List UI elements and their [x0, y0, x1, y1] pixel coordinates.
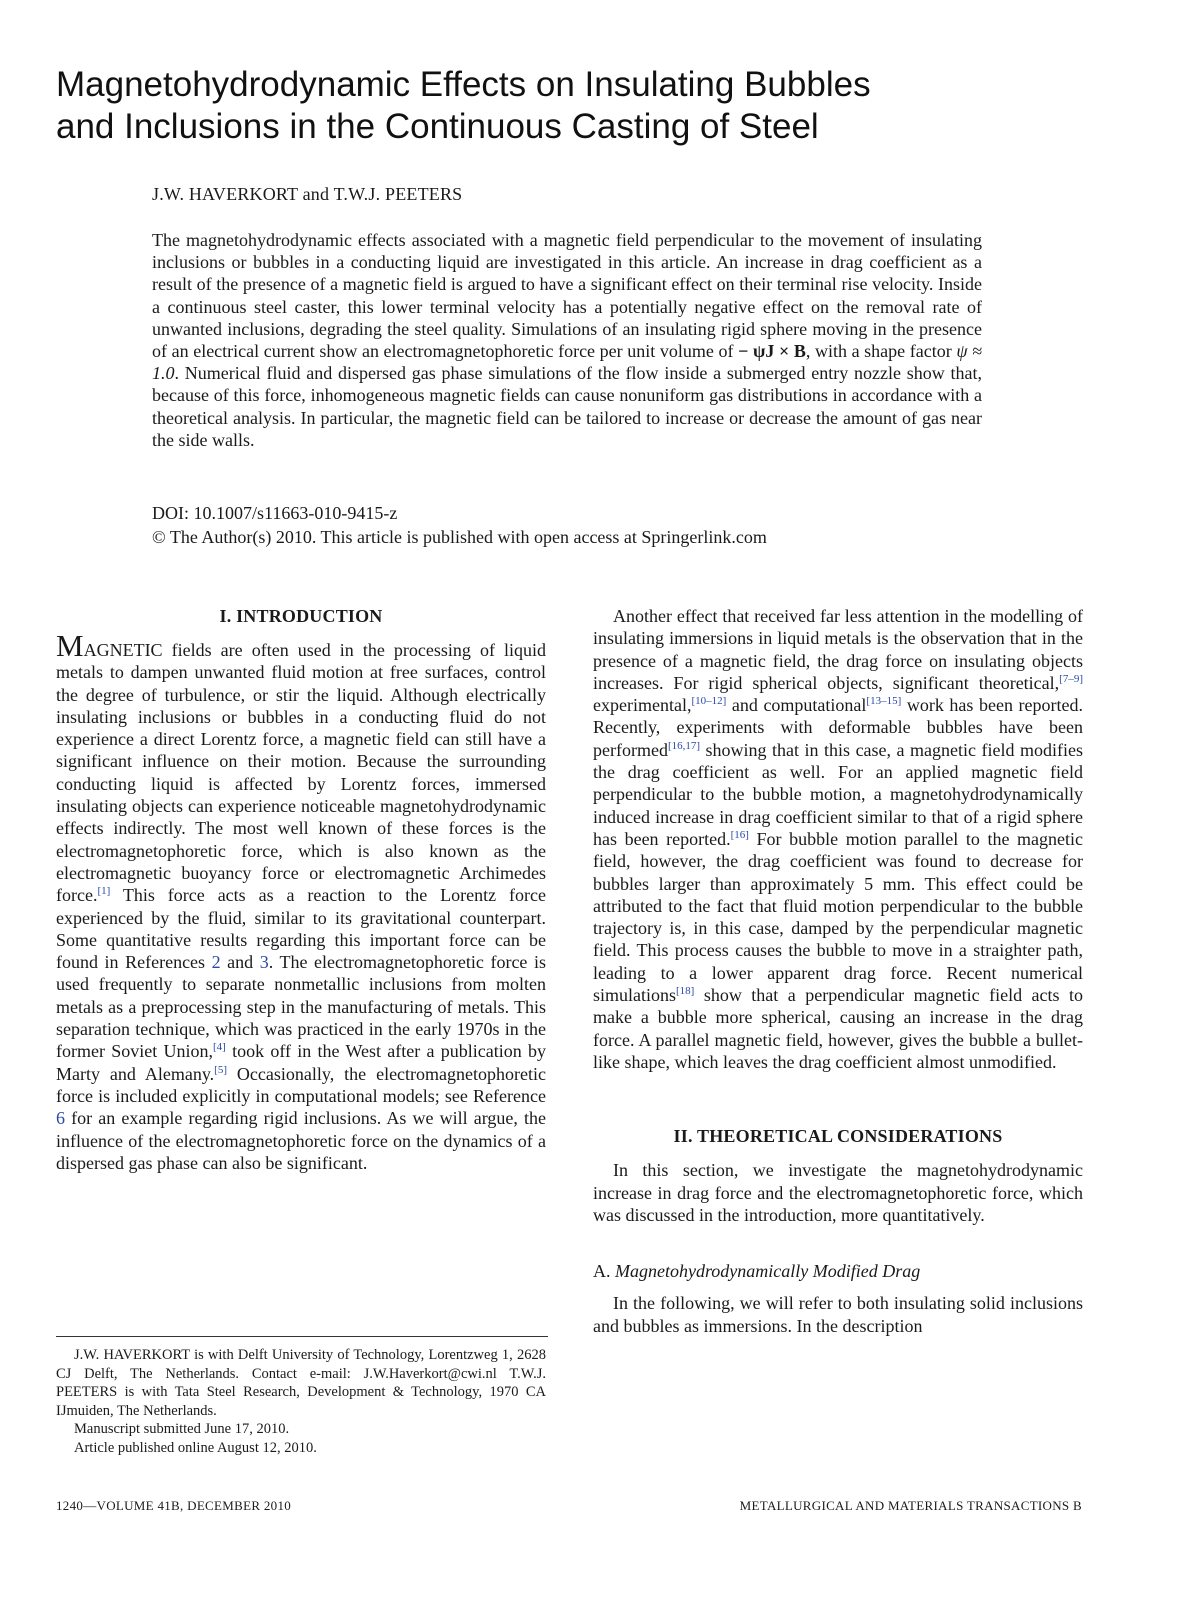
- citation-link[interactable]: [4]: [213, 1041, 226, 1054]
- title-line-2: and Inclusions in the Continuous Casting of Steel: [56, 107, 819, 146]
- citation-link[interactable]: [10–12]: [691, 695, 727, 708]
- citation-link[interactable]: [7–9]: [1059, 672, 1083, 685]
- intro-smallcaps: AGNETIC: [83, 640, 163, 660]
- intro-heading: I. INTRODUCTION: [219, 606, 383, 626]
- author-list: J.W. HAVERKORT and T.W.J. PEETERS: [152, 184, 463, 204]
- intro-text-1: fields are often used in the processing of liquid metals to dampen unwanted fluid motion at free surfaces, control the degree of turbulence, or stir the liquid. Although electrically insulating inclusions or bubbles in a conducting fluid do not experience a direct Lorentz force, a magnetic field can still have a significant influence on their motion. Because the surrounding conducting liquid is affected by Lorentz forces, immersed insulating objects can experience noticeable magnetohydrodynamic effects indirectly. The most well known of these forces is the electromagnetophoretic force, which is also known as the electromagnetic buoyancy force or electromagnetic Archimedes force.: [56, 640, 546, 906]
- theory-heading: II. THEORETICAL CONSIDERATIONS: [673, 1126, 1003, 1147]
- shape-factor-expression: ψ ≈ 1.0: [152, 341, 983, 384]
- title-line-1: Magnetohydrodynamic Effects on Insulating Bubbles: [56, 65, 871, 104]
- citation-link[interactable]: [16]: [730, 828, 749, 841]
- intro-text-2: This force acts as a reaction to the Lorentz force experienced by the fluid, similar to its gravitational counterpart. Some quantitative results regarding this important force can be found in References: [56, 885, 546, 973]
- citation-link[interactable]: [1]: [97, 885, 111, 898]
- abstract-text-1: The magnetohydrodynamic effects associated with a magnetic field perpendicular to the movement of insulating inclusions or bubbles in a conducting liquid are investigated in this article. An increase in drag coefficient as a result of the presence of a magnetic field is argued to have a significant effect on their terminal rise velocity. Inside a continuous steel caster, this lower terminal velocity has a potentially negative effect on the removal rate of unwanted inclusions, degrading the steel quality. Simulations of an insulating rigid sphere moving in the presence of an electrical current show an electromagnetophoretic force per unit volume of: [152, 230, 982, 362]
- right-text-7: show that a perpendicular magnetic field acts to make a bubble more spherical, causing an increase in the drag force. A parallel magnetic field, however, gives the bubble a bullet-like shape, which leaves the drag coefficient almost unmodified.: [593, 985, 1083, 1072]
- right-column: [593, 605, 1083, 1337]
- reference-link[interactable]: 6: [56, 1108, 65, 1129]
- intro-text-7: for an example regarding rigid inclusions. As we will argue, the influence of the electromagnetophoretic force on the dynamics of a dispersed gas phase can also be significant.: [56, 1108, 546, 1173]
- left-column: [56, 605, 546, 1174]
- right-text-1: Another effect that received far less attention in the modelling of insulating immersions in liquid metals is the observation that in the presence of a magnetic field, the drag force on insulating objects increases. For rigid spherical objects, significant theoretical,: [593, 606, 1083, 693]
- paper-title: [56, 64, 1056, 148]
- reference-link[interactable]: 3: [259, 952, 269, 973]
- footnotes: [56, 1346, 546, 1457]
- affiliation-note: J.W. HAVERKORT is with Delft University of Technology, Lorentzweg 1, 2628 CJ Delft, The Netherlands. Contact e-mail: J.W.Haverkort@cwi.nl T.W.J. PEETERS is with Tata Steel Research, Development & Technology, 1970 CA IJmuiden, The Netherlands.: [56, 1347, 546, 1419]
- intro-paragraph: [56, 628, 546, 1174]
- footnote-divider: [56, 1336, 548, 1337]
- intro-text-3: and: [220, 952, 260, 973]
- theory-paragraph: In this section, we investigate the magnetohydrodynamic increase in drag force and the electromagnetophoretic force, which was discussed in the introduction, more quantitatively.: [593, 1160, 1083, 1225]
- right-text-5: showing that in this case, a magnetic field modifies the drag coefficient as well. For an applied magnetic field perpendicular to the bubble motion, a magnetohydrodynamically induced increase in drag coefficient similar to that of a rigid sphere has been reported.: [593, 739, 1083, 849]
- drag-effect-paragraph: [593, 605, 1083, 1073]
- abstract-text-3: . Numerical fluid and dispersed gas phase simulations of the flow inside a submerged entry nozzle show that, because of this force, inhomogeneous magnetic fields can cause nonuniform gas distributions in accordance with a theoretical analysis. In particular, the magnetic field can be tailored to increase or decrease the amount of gas near the side walls.: [152, 363, 982, 450]
- subsection-heading: [593, 1260, 1083, 1282]
- right-text-6: For bubble motion parallel to the magnetic field, however, the drag coefficient was found to decrease for bubbles larger than approximately 5 mm. This effect could be attributed to the fact that fluid motion perpendicular to the bubble trajectory is, in this case, damped by the perpendicular magnetic field. This process causes the bubble to move in a straighter path, leading to a lower apparent drag force. Recent numerical simulations: [593, 828, 1083, 1006]
- copyright-line: © The Author(s) 2010. This article is published with open access at Springerlink.com: [152, 527, 767, 547]
- intro-text-6: Occasionally, the electromagnetophoretic force is included explicitly in computational models; see Reference: [56, 1063, 546, 1106]
- article-meta: [152, 501, 982, 549]
- citation-link[interactable]: [5]: [214, 1063, 227, 1076]
- abstract-text-2: , with a shape factor: [805, 341, 952, 362]
- subsection-title: Magnetohydrodynamically Modified Drag: [615, 1261, 921, 1282]
- citation-link[interactable]: [18]: [676, 985, 695, 998]
- citation-link[interactable]: [16,17]: [667, 739, 701, 752]
- journal-footer: METALLURGICAL AND MATERIALS TRANSACTIONS B: [739, 1498, 1082, 1513]
- subsection-number: A.: [593, 1261, 611, 1282]
- immersions-paragraph: In the following, we will refer to both insulating solid inclusions and bubbles as immersions. In the description: [593, 1293, 1083, 1336]
- right-text-2: experimental,: [593, 695, 692, 716]
- submitted-note: Manuscript submitted June 17, 2010.: [74, 1421, 290, 1437]
- volume-footer: 1240—VOLUME 41B, DECEMBER 2010: [56, 1498, 292, 1513]
- doi-line[interactable]: DOI: 10.1007/s11663-010-9415-z: [152, 503, 398, 523]
- citation-link[interactable]: [13–15]: [866, 695, 902, 708]
- intro-text-5: took off in the West after a publication by Marty and Alemany.: [56, 1041, 546, 1084]
- force-expression: − ψJ × B: [738, 341, 806, 362]
- intro-text-4: . The electromagnetophoretic force is used frequently to separate nonmetallic inclusions from molten metals as a preprocessing step in the manufacturing of metals. This separation technique, which was practiced in the early 1970s in the former Soviet Union,: [56, 952, 546, 1062]
- reference-link[interactable]: 2: [211, 952, 221, 973]
- right-text-3: and computational: [726, 695, 867, 716]
- published-note: Article published online August 12, 2010.: [74, 1439, 317, 1456]
- right-text-4: work has been reported. Recently, experiments with deformable bubbles have been performed: [593, 695, 1083, 760]
- abstract: [152, 229, 982, 451]
- drop-cap: M: [56, 628, 84, 663]
